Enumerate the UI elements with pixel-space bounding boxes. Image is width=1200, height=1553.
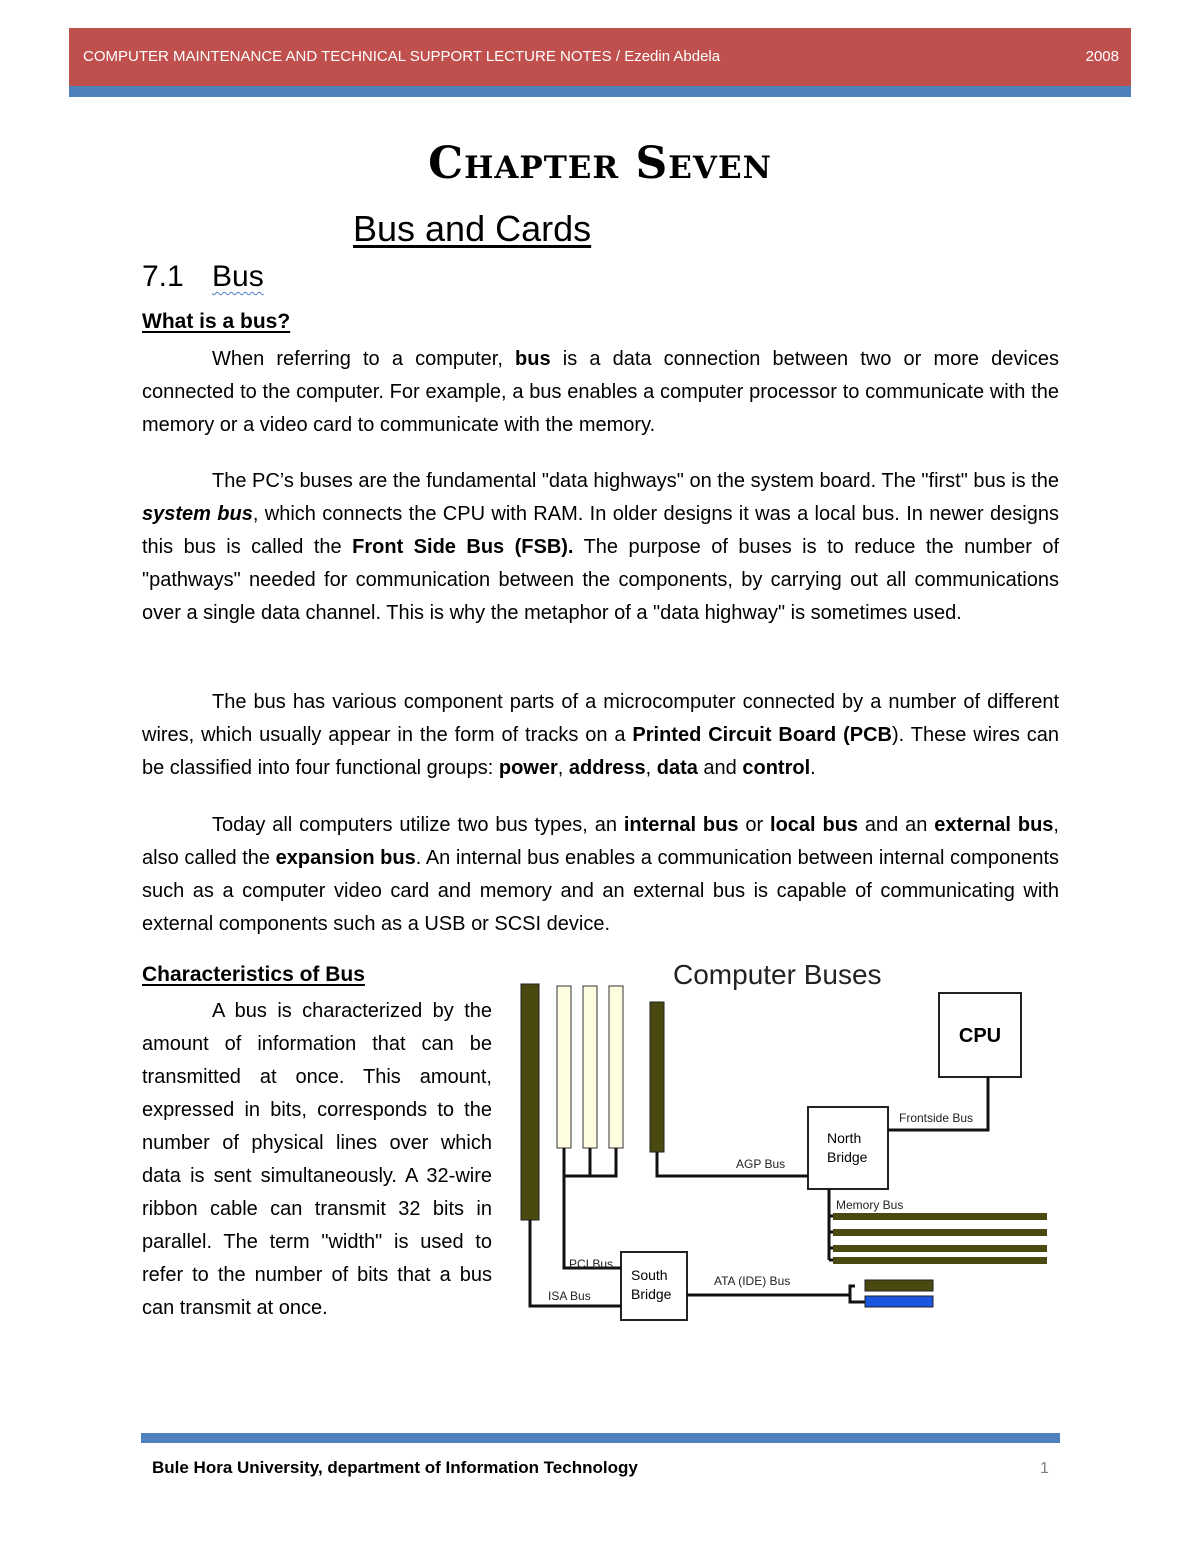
- section-number: 7.1: [142, 260, 184, 293]
- pci-slot: [583, 986, 597, 1148]
- text-run: ,: [645, 757, 657, 779]
- paragraph-bus-types: [142, 809, 1059, 941]
- text-run: A bus is characterized by the amount of information that can be transmitted at once. This amount, expressed in bits, corresponds to the number of physical lines over which data is sent simultaneously. A 32-wire ribbon cable can transmit 32 bits in parallel. The term "width" is used to refer to the number of bits that a bus can transmit at once.: [142, 1000, 492, 1319]
- bold-term: power: [498, 757, 558, 779]
- paragraph-bus-definition: [142, 343, 1059, 442]
- bold-term: Printed Circuit Board (PCB: [632, 724, 892, 746]
- paragraph-wire-groups: [142, 686, 1059, 785]
- what-is-bus-heading: What is a bus?: [142, 310, 291, 333]
- agp-bus-label: AGP Bus: [736, 1157, 786, 1171]
- paragraph-characteristics: [142, 995, 492, 1325]
- section-heading: [142, 260, 264, 294]
- frontside-bus-label: Frontside Bus: [899, 1111, 974, 1125]
- chapter-title: Chapter Seven: [428, 138, 772, 189]
- bold-term: bus: [515, 348, 551, 370]
- bold-term: internal bus: [623, 814, 739, 836]
- memory-module: [833, 1213, 1047, 1220]
- isa-slot: [521, 984, 539, 1220]
- text-run: Today all computers utilize two bus types, an: [212, 814, 624, 836]
- section-title: Bus: [212, 260, 264, 293]
- pci-bus-label: PCI Bus: [569, 1257, 614, 1271]
- page-number: 1: [1040, 1460, 1049, 1477]
- chapter-subtitle: Bus and Cards: [353, 208, 592, 249]
- bold-term: external bus: [934, 814, 1054, 836]
- text-run: The bus has various component parts of a microcomputer connected by a number of different wires, which usually appear in the form of tracks on a: [142, 691, 1059, 746]
- agp-slot: [650, 1002, 664, 1152]
- characteristics-heading: Characteristics of Bus: [142, 963, 365, 986]
- text-run: The purpose of buses is to reduce the number of "pathways" needed for communication between the components, by carrying out all communications over a single data channel. This is why the metaphor of a "data highway" is sometimes used.: [142, 536, 1060, 624]
- bold-term: Front Side Bus (FSB).: [352, 536, 574, 558]
- north-bridge-box: [808, 1107, 888, 1189]
- pci-slot: [557, 986, 571, 1148]
- memory-bus-label: Memory Bus: [836, 1198, 904, 1212]
- computer-buses-diagram: [515, 950, 1055, 1330]
- footer-text: Bule Hora University, department of Information Technology: [152, 1458, 638, 1477]
- memory-module: [833, 1245, 1047, 1252]
- text-run: and: [697, 757, 743, 779]
- memory-module: [833, 1229, 1047, 1236]
- pci-slot: [609, 986, 623, 1148]
- text-run: , which connects the CPU with RAM. In older designs it was a local bus. In newer designs this bus is called the: [142, 503, 1059, 558]
- bold-term: local bus: [770, 814, 859, 836]
- bold-term: control: [742, 757, 811, 779]
- bold-term: data: [656, 757, 698, 779]
- bold-term: address: [568, 757, 646, 779]
- text-run: .: [810, 757, 816, 779]
- north-bridge-line1: North: [827, 1130, 862, 1146]
- diagram-title: Computer Buses: [673, 959, 882, 990]
- header-rule: [69, 86, 1131, 97]
- text-run: . An internal bus enables a communication between internal components such as a computer video card and memory and an external bus is capable of communicating with external components such as a USB or SCSI device.: [142, 847, 1060, 935]
- memory-module: [833, 1257, 1047, 1264]
- bold-term: system bus: [142, 503, 253, 525]
- south-bridge-line1: South: [631, 1267, 668, 1283]
- isa-bus-label: ISA Bus: [548, 1289, 591, 1303]
- header-year: 2008: [1085, 48, 1119, 65]
- footer-rule: [141, 1433, 1060, 1443]
- text-run: is a data connection between two or more devices connected to the computer. For example, a bus enables a computer processor to communicate with the memory or a video card to communicate with the memory.: [142, 348, 1059, 436]
- text-run: , also called the: [142, 814, 1059, 869]
- text-run: ). These wires can be classified into four functional groups:: [142, 724, 1060, 779]
- text-run: or: [738, 814, 771, 836]
- cpu-label: CPU: [958, 1025, 1002, 1047]
- paragraph-data-highways: [142, 465, 1059, 630]
- north-bridge-line2: Bridge: [827, 1149, 868, 1165]
- header-title: COMPUTER MAINTENANCE AND TECHNICAL SUPPORT LECTURE NOTES / Ezedin Abdela: [83, 48, 721, 65]
- ata-bus-label: ATA (IDE) Bus: [714, 1274, 791, 1288]
- text-run: When referring to a computer,: [212, 348, 516, 370]
- text-run: and an: [858, 814, 935, 836]
- running-header: [69, 28, 1131, 86]
- ide-connector: [865, 1280, 933, 1291]
- south-bridge-line2: Bridge: [631, 1286, 672, 1302]
- text-run: The PC’s buses are the fundamental "data highways" on the system board. The "first" bus is the: [212, 470, 1060, 492]
- ide-connector: [865, 1296, 933, 1307]
- text-run: ,: [557, 757, 569, 779]
- bold-term: expansion bus: [275, 847, 416, 869]
